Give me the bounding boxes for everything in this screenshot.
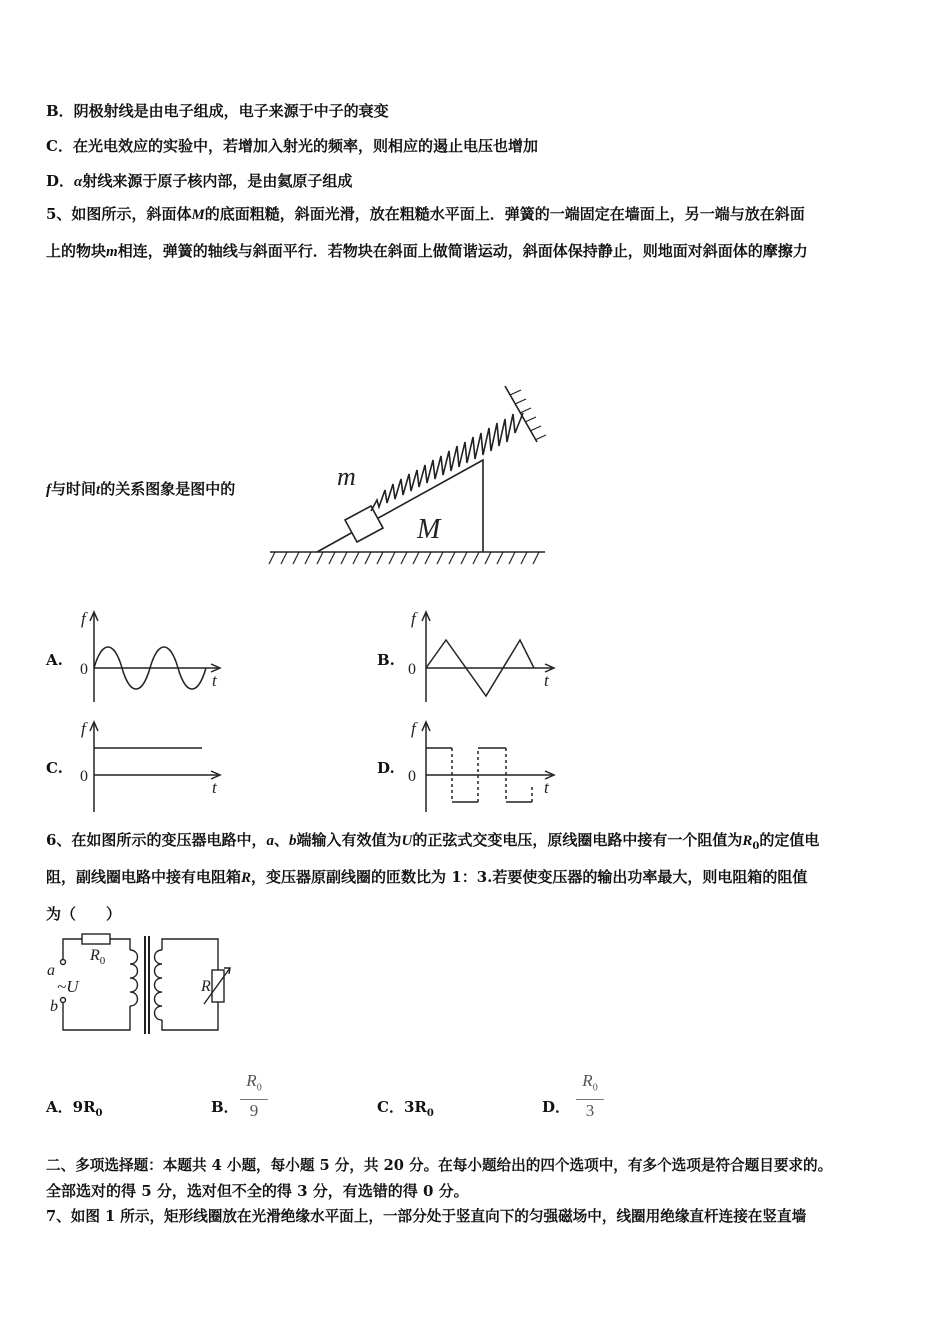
svg-text:f: f [81,719,86,738]
svg-text:t: t [544,671,549,690]
q6-stem-line1: 6、在如图所示的变压器电路中，a、b端输入有效值为U的正弦式交变电压，原线圈电路中接有一个阻值为$R_0$的定值电 [46,831,820,852]
q7-stem-line1: 7、如图 1 所示，矩形线圈放在光滑绝缘水平面上，一部分处于竖直向下的匀强磁场中，线圈用绝缘直杆连接在竖直墙 [46,1208,807,1225]
q6-option-a: A．$9R_0$ [46,1098,103,1119]
svg-text:f: f [411,609,416,628]
q4-option-b: B．阴极射线是由电子组成，电子来源于中子的衰变 [46,102,389,120]
q4-option-d: D．α射线来源于原子核内部，是由氦原子组成 [46,172,353,190]
q5-incline-figure [265,378,565,573]
incline-label: M [417,514,441,545]
svg-text:f: f [81,609,86,628]
svg-text:t: t [544,778,549,797]
q5-option-b-graph [402,606,562,706]
terminal-a-label: a [47,962,55,979]
svg-text:t: t [212,778,217,797]
q6-option-d-fraction: $R_0$ 3 [576,1071,604,1121]
q5-option-a-label: A. [46,651,63,669]
q6-option-d-label: D． [542,1098,571,1116]
terminal-b-label: b [50,998,58,1015]
q5-stem-line1: 5、如图所示，斜面体M的底面粗糙，斜面光滑，放在粗糙水平面上．弹簧的一端固定在墙面上，另一端与放在斜面 [46,205,805,223]
svg-text:t: t [212,671,217,690]
q6-stem-line3: 为（ ） [46,905,122,923]
svg-text:0: 0 [408,661,416,678]
q5-stem-line2: 上的物块m相连，弹簧的轴线与斜面平行．若物块在斜面上做简谐运动，斜面体保持静止，则地面对斜面体的摩擦力 [46,242,808,260]
mass-label: m [337,462,356,491]
section2-instructions-line2: 全部选对的得 5 分，选对但不全的得 3 分，有选错的得 0 分。 [46,1182,469,1200]
svg-text:0: 0 [80,768,88,785]
source-u-label: ~U [57,977,79,996]
svg-text:f: f [411,719,416,738]
q5-option-d-graph [402,714,562,814]
q5-option-c-graph [70,714,230,814]
q5-stem-line3: f与时间t的关系图象是图中的 [46,480,236,498]
q6-transformer-circuit [44,930,244,1040]
q5-option-d-label: D. [377,759,395,777]
q5-option-c-label: C. [46,759,63,777]
section2-instructions-line1: 二、多项选择题：本题共 4 小题，每小题 5 分，共 20 分。在每小题给出的四个选项中，有多个选项是符合题目要求的。 [46,1157,833,1174]
q6-option-b-label: B． [211,1098,239,1116]
q6-stem-line2: 阻，副线圈电路中接有电阻箱R，变压器原副线圈的匝数比为 1：3.若要使变压器的输出功率最大，则电阻箱的阻值 [46,868,808,886]
q5-option-a-graph [70,606,230,706]
svg-text:0: 0 [408,768,416,785]
r0-label: $R_0$ [90,947,106,967]
q6-option-c: C．$3R_0$ [377,1098,434,1119]
q4-option-c: C．在光电效应的实验中，若增加入射光的频率，则相应的遏止电压也增加 [46,137,538,155]
svg-text:0: 0 [80,661,88,678]
q6-option-b-fraction: $R_0$ 9 [240,1071,268,1121]
resistor-box-label: R [201,978,211,995]
q5-option-b-label: B. [377,651,395,669]
